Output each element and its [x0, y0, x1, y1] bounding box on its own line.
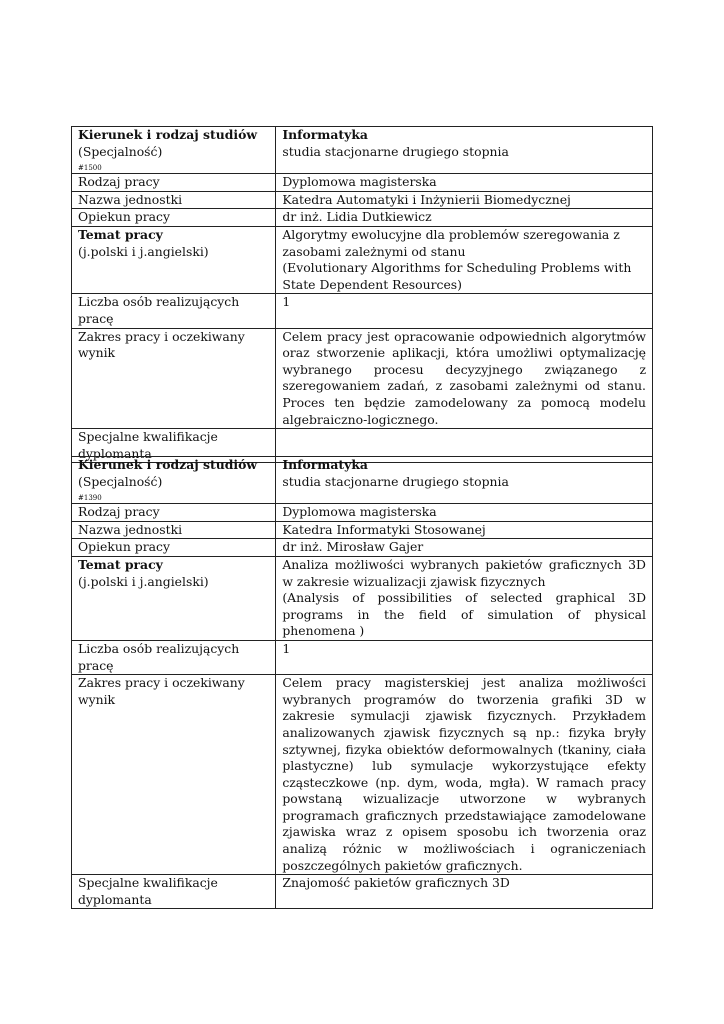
row-thesis-type [72, 504, 653, 522]
scope-value: Celem pracy magisterskiej jest analiza możliwości wybranych programów do tworzenia grafiki 3D w zakresie symulacji zjawisk fizycznych. Przykładem analizowanych zjawisk fizycznych są np.: fizyka bryły sztywnej, fizyka obiektów deformowalnych (tkaniny, ciała plastyczne) lub symulacje wykorzystujące efekty cząsteczkowe (np. dym, woda, mgła). W ramach pracy powstaną wizualizacje utworzone w wybranych programach graficznych przedstawiające zamodelowane zjawiska wraz z opisem sposobu ich tworzenia oraz analizą różnic w możliwościach i ograniczeniach poszczególnych pakietów graficznych. [276, 675, 653, 875]
specialty-label: (Specjalność) [78, 143, 163, 159]
topic-polish: Analiza możliwości wybranych pakietów graficznych 3D w zakresie wizualizacji zjawisk fizycznych [282, 556, 646, 589]
row-thesis-type [72, 174, 653, 192]
topic-polish: Algorytmy ewolucyjne dla problemów szeregowania z zasobami zależnymi od stanu [282, 226, 620, 259]
supervisor-value: dr inż. Mirosław Gajer [276, 539, 653, 557]
thesis-sheet-1390 [71, 456, 653, 909]
row-topic [72, 226, 653, 293]
row-unit [72, 191, 653, 209]
thesis-type-value: Dyplomowa magisterska [276, 504, 653, 522]
row-persons [72, 294, 653, 328]
sheet-number: #1500 [78, 164, 102, 173]
field-of-study-value: Informatyka [282, 457, 368, 472]
label-cell [72, 226, 276, 293]
thesis-type-label: Rodzaj pracy [72, 504, 276, 522]
sheet-number: #1390 [78, 494, 102, 503]
label-cell [72, 556, 276, 640]
persons-label: Liczba osób realizujących pracę [72, 294, 276, 328]
supervisor-value: dr inż. Lidia Dutkiewicz [276, 209, 653, 227]
row-supervisor [72, 539, 653, 557]
value-cell [276, 457, 653, 504]
row-field-of-study [72, 127, 653, 174]
qualifications-label: Specjalne kwalifikacje dyplomanta [72, 875, 276, 909]
value-cell [276, 226, 653, 293]
row-persons [72, 640, 653, 674]
scope-label: Zakres pracy i oczekiwany wynik [72, 328, 276, 429]
topic-english: (Evolutionary Algorithms for Scheduling Problems with State Dependent Resources) [282, 260, 632, 292]
row-topic [72, 556, 653, 640]
row-scope [72, 675, 653, 875]
label-cell [72, 127, 276, 174]
value-cell [276, 127, 653, 174]
study-type-value: studia stacjonarne drugiego stopnia [282, 143, 509, 159]
persons-label: Liczba osób realizujących pracę [72, 640, 276, 674]
row-supervisor [72, 209, 653, 227]
qualifications-label: Specjalne kwalifikacje dyplomanta [72, 429, 276, 463]
supervisor-label: Opiekun pracy [72, 209, 276, 227]
row-scope [72, 328, 653, 429]
unit-value: Katedra Informatyki Stosowanej [276, 521, 653, 539]
row-unit [72, 521, 653, 539]
supervisor-label: Opiekun pracy [72, 539, 276, 557]
unit-label: Nazwa jednostki [72, 191, 276, 209]
topic-label: Temat pracy [78, 226, 163, 242]
field-of-study-label: Kierunek i rodzaj studiów [78, 457, 258, 472]
thesis-type-label: Rodzaj pracy [72, 174, 276, 192]
field-of-study-label: Kierunek i rodzaj studiów [78, 127, 258, 142]
unit-value: Katedra Automatyki i Inżynierii Biomedycznej [276, 191, 653, 209]
persons-value: 1 [276, 294, 653, 328]
label-cell [72, 457, 276, 504]
topic-english: (Analysis of possibilities of selected graphical 3D programs in the field of simulation of physical phenomena ) [282, 590, 646, 639]
field-of-study-value: Informatyka [282, 127, 368, 142]
persons-value: 1 [276, 640, 653, 674]
topic-sub-label: (j.polski i j.angielski) [78, 573, 209, 589]
specialty-label: (Specjalność) [78, 473, 163, 489]
value-cell [276, 556, 653, 640]
thesis-type-value: Dyplomowa magisterska [276, 174, 653, 192]
scope-value: Celem pracy jest opracowanie odpowiednich algorytmów oraz stworzenie aplikacji, która umożliwi optymalizację wybranego procesu decyzyjnego związanego z szeregowaniem zadań, z zasobami zależnymi od stanu. Proces ten będzie zamodelowany za pomocą modelu algebraiczno-logicznego. [276, 328, 653, 429]
unit-label: Nazwa jednostki [72, 521, 276, 539]
row-field-of-study [72, 457, 653, 504]
study-type-value: studia stacjonarne drugiego stopnia [282, 473, 509, 489]
scope-label: Zakres pracy i oczekiwany wynik [72, 675, 276, 875]
qualifications-value: Znajomość pakietów graficznych 3D [276, 875, 653, 909]
row-qualifications [72, 875, 653, 909]
topic-label: Temat pracy [78, 556, 163, 572]
thesis-sheet-1500 [71, 126, 653, 463]
topic-sub-label: (j.polski i j.angielski) [78, 243, 209, 259]
